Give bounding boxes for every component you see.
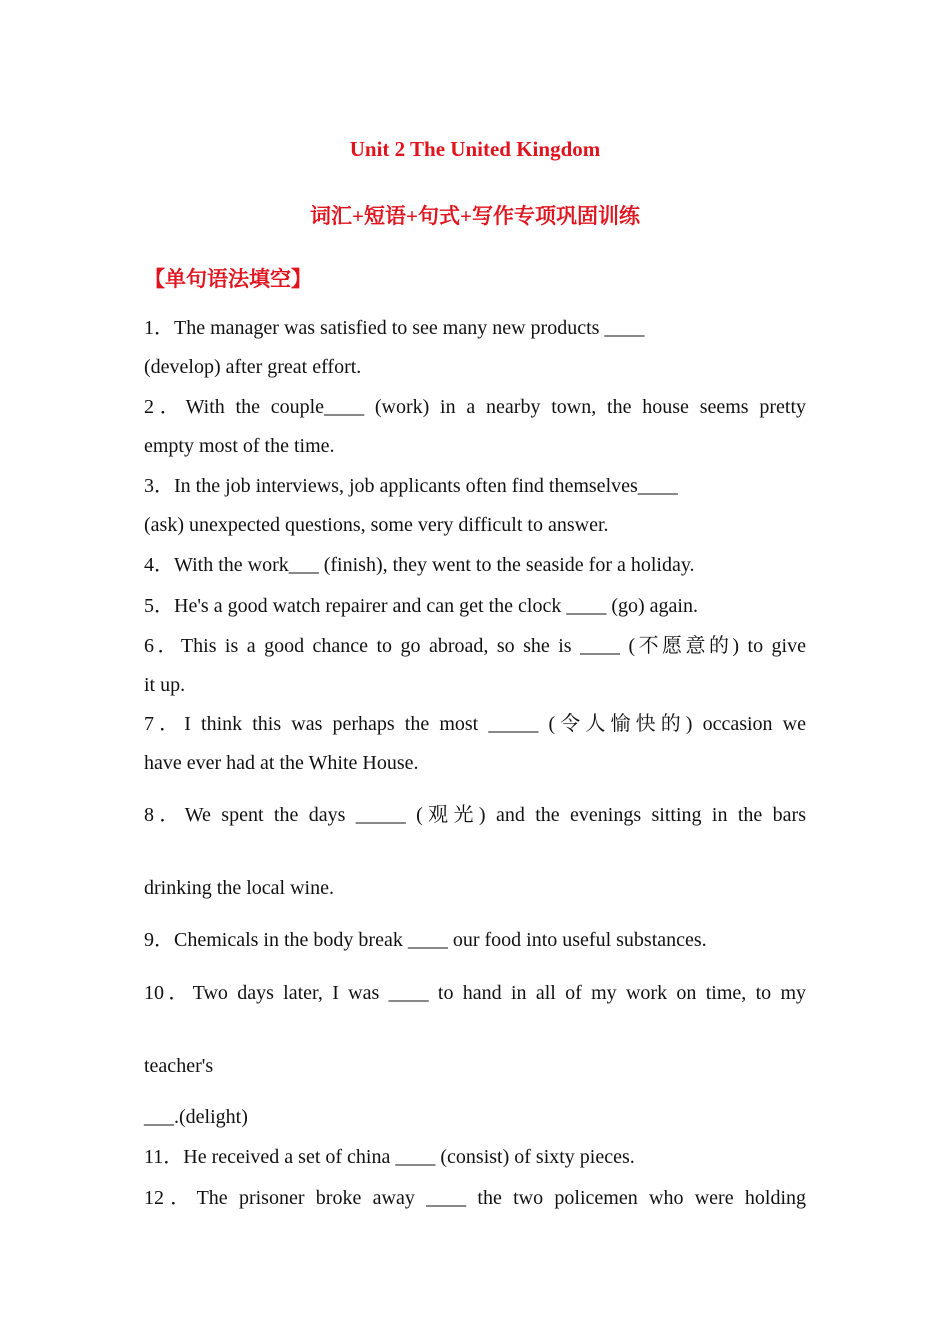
exercise-line: 4．With the work___ (finish), they went to the seaside for a holiday.	[144, 554, 695, 576]
exercise-line: teacher's	[144, 1055, 214, 1077]
exercise-line: empty most of the time.	[144, 435, 335, 457]
exercise-line: 6．This is a good chance to go abroad, so she is ____ (不愿意的) to give	[144, 635, 806, 657]
exercise-line: drinking the local wine.	[144, 877, 334, 899]
exercise-line: 8．We spent the days _____ (观光) and the evenings sitting in the bars	[144, 804, 806, 826]
exercise-line: 5．He's a good watch repairer and can get the clock ____ (go) again.	[144, 595, 698, 617]
exercise-line: 2．With the couple____ (work) in a nearby town, the house seems pretty	[144, 396, 806, 418]
exercise-line: 3．In the job interviews, job applicants often find themselves____	[144, 475, 678, 497]
exercise-line: have ever had at the White House.	[144, 752, 419, 774]
exercise-line: 9．Chemicals in the body break ____ our food into useful substances.	[144, 929, 707, 951]
exercise-line: 7．I think this was perhaps the most _____ (令人愉快的) occasion we	[144, 713, 806, 735]
exercise-line: ___.(delight)	[144, 1106, 248, 1128]
exercise-line: (develop) after great effort.	[144, 356, 362, 378]
document-subtitle: 词汇+短语+句式+写作专项巩固训练	[310, 204, 640, 228]
exercise-line: it up.	[144, 674, 186, 696]
exercise-line: 12．The prisoner broke away ____ the two policemen who were holding	[144, 1187, 806, 1209]
exercise-line: 11．He received a set of china ____ (consist) of sixty pieces.	[144, 1146, 635, 1168]
exercise-line: 10．Two days later, I was ____ to hand in all of my work on time, to my	[144, 982, 806, 1004]
exercise-line: (ask) unexpected questions, some very difficult to answer.	[144, 514, 609, 536]
section-heading: 【单句语法填空】	[144, 267, 312, 291]
document-title: Unit 2 The United Kingdom	[349, 137, 601, 161]
exercise-line: 1．The manager was satisfied to see many new products ____	[144, 317, 645, 339]
